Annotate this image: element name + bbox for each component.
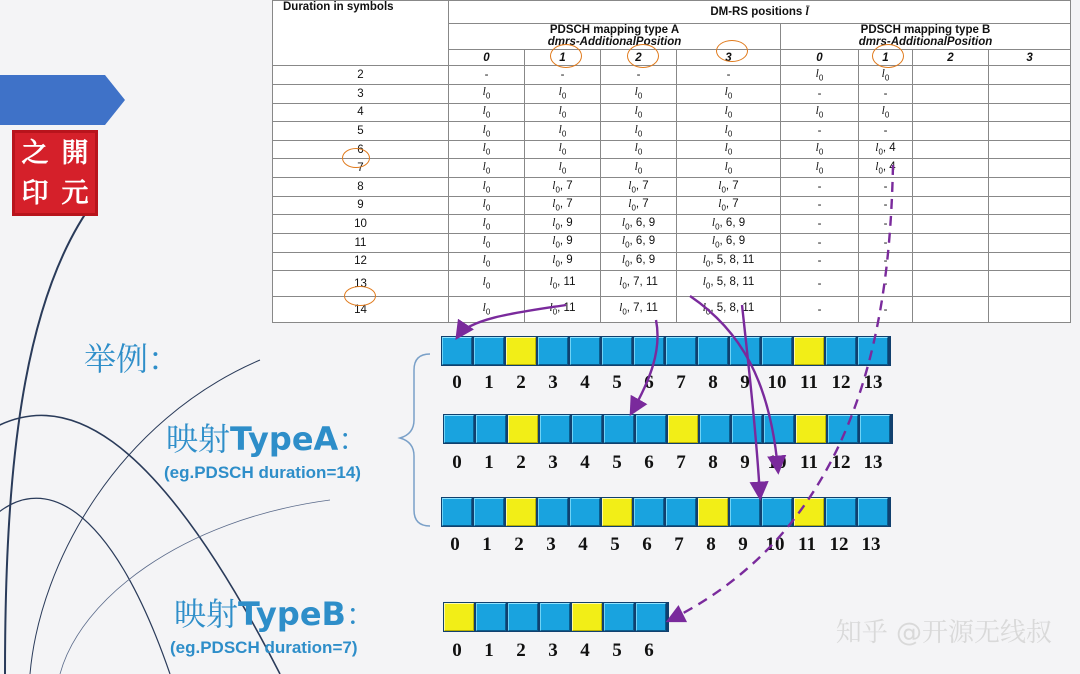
- duration-cell: 8: [273, 178, 449, 197]
- symbol-index-label: 12: [829, 534, 849, 555]
- table-row: [273, 66, 1071, 85]
- data-symbol-cell: [858, 337, 888, 365]
- type-b-cell: [913, 271, 989, 297]
- type-a-cell: $l_0$, 7: [525, 196, 601, 215]
- table-row: [273, 215, 1071, 234]
- type-b-cell: [989, 103, 1071, 122]
- type-b-cell: -: [781, 297, 859, 323]
- symbol-index-label: 1: [484, 452, 494, 473]
- dmrs-symbol-cell: [698, 498, 728, 526]
- table-row: [273, 159, 1071, 178]
- type-a-pos-col-0: 0: [449, 49, 525, 66]
- type-a-cell: $l_0$, 5, 8, 11: [677, 252, 781, 271]
- symbol-index-label: 2: [516, 452, 526, 473]
- symbol-index-label: 3: [548, 452, 558, 473]
- symbol-index-label: 9: [738, 534, 748, 555]
- symbol-index-label: 5: [610, 534, 620, 555]
- data-symbol-cell: [666, 498, 696, 526]
- duration-cell: 3: [273, 84, 449, 103]
- data-symbol-cell: [666, 337, 696, 365]
- symbol-grid-type-a-1: [441, 336, 891, 366]
- table-row: [273, 196, 1071, 215]
- type-a-pos-col-2: 2: [601, 49, 677, 66]
- symbol-index-label: 7: [676, 372, 686, 393]
- data-symbol-cell: [538, 337, 568, 365]
- symbol-index-label: 10: [767, 372, 787, 393]
- table-row: [273, 84, 1071, 103]
- symbol-index-label: 4: [580, 372, 590, 393]
- symbol-index-label: 8: [708, 452, 718, 473]
- type-b-cell: -: [859, 233, 913, 252]
- type-a-cell: $l_0$: [449, 252, 525, 271]
- symbol-index-row-3: [439, 534, 887, 556]
- symbol-index-label: 3: [546, 534, 556, 555]
- annotation-ring-a1: [550, 44, 582, 68]
- dmrs-symbol-cell: [506, 498, 536, 526]
- symbol-index-label: 1: [484, 640, 494, 661]
- type-a-cell: -: [677, 66, 781, 85]
- duration-cell: 13: [273, 271, 449, 297]
- type-a-cell: $l_0$: [449, 297, 525, 323]
- type-a-name: TypeA: [230, 420, 339, 458]
- data-symbol-cell: [442, 498, 472, 526]
- data-symbol-cell: [602, 337, 632, 365]
- duration-cell: 7: [273, 159, 449, 178]
- type-b-cell: [913, 233, 989, 252]
- data-symbol-cell: [828, 415, 858, 443]
- annotation-ring-b1: [872, 44, 904, 68]
- type-b-cell: [989, 271, 1071, 297]
- type-b-cell: -: [859, 178, 913, 197]
- table-row: [273, 252, 1071, 271]
- type-b-pos-col-0: 0: [781, 49, 859, 66]
- annotation-ring-dur7: [342, 148, 370, 168]
- type-b-name: TypeB: [238, 595, 346, 633]
- symbol-index-label: 2: [514, 534, 524, 555]
- type-b-cell: -: [859, 196, 913, 215]
- type-a-cell: $l_0$: [677, 159, 781, 178]
- type-b-cell: [989, 297, 1071, 323]
- symbol-index-label: 8: [706, 534, 716, 555]
- symbol-grid-type-a-2: [443, 414, 893, 444]
- type-b-cell: -: [859, 122, 913, 141]
- type-b-cell: -: [781, 122, 859, 141]
- type-a-cell: $l_0$, 5, 8, 11: [677, 271, 781, 297]
- type-a-cell: $l_0$: [525, 84, 601, 103]
- symbol-index-row-1: [441, 372, 889, 394]
- data-symbol-cell: [476, 415, 506, 443]
- type-a-cell: $l_0$, 9: [525, 215, 601, 234]
- data-symbol-cell: [474, 498, 504, 526]
- data-symbol-cell: [858, 498, 888, 526]
- type-b-pos-col-2: 2: [913, 49, 989, 66]
- type-b-cell: $l_0$: [781, 159, 859, 178]
- table-row: [273, 297, 1071, 323]
- dmrs-symbol-cell: [572, 603, 602, 631]
- type-a-pos-col-1: 1: [525, 49, 601, 66]
- type-a-cell: $l_0$: [677, 140, 781, 159]
- symbol-index-label: 2: [516, 640, 526, 661]
- type-b-cell: -: [859, 271, 913, 297]
- data-symbol-cell: [538, 498, 568, 526]
- type-b-cell: [913, 178, 989, 197]
- type-a-cell: $l_0$: [449, 215, 525, 234]
- type-a-cell: $l_0$: [601, 159, 677, 178]
- type-b-cell: [913, 297, 989, 323]
- dmrs-symbol-cell: [668, 415, 698, 443]
- duration-cell: 12: [273, 252, 449, 271]
- data-symbol-cell: [698, 337, 728, 365]
- type-a-cell: $l_0$, 6, 9: [601, 252, 677, 271]
- symbol-index-label: 0: [452, 452, 462, 473]
- symbol-index-row-2: [441, 452, 889, 474]
- seal-char-3: 印: [21, 177, 49, 209]
- data-symbol-cell: [604, 415, 634, 443]
- symbol-index-label: 3: [548, 372, 558, 393]
- type-a-cell: $l_0$: [601, 84, 677, 103]
- duration-cell: 6: [273, 140, 449, 159]
- data-symbol-cell: [764, 415, 794, 443]
- type-a-cell: $l_0$: [525, 159, 601, 178]
- type-b-cell: [913, 122, 989, 141]
- type-a-cell: $l_0$, 9: [525, 252, 601, 271]
- data-symbol-cell: [476, 603, 506, 631]
- symbol-index-label: 6: [644, 640, 654, 661]
- type-b-cell: -: [781, 252, 859, 271]
- symbol-index-label: 12: [831, 452, 851, 473]
- bracket-brace: [400, 354, 430, 526]
- type-b-cell: $l_0$: [781, 103, 859, 122]
- type-b-title: [174, 589, 376, 635]
- symbol-index-label: 12: [831, 372, 851, 393]
- type-a-cell: $l_0$: [601, 122, 677, 141]
- type-b-colon: ：: [345, 598, 376, 633]
- type-b-cell: [913, 159, 989, 178]
- annotation-ring-a2: [627, 44, 659, 68]
- type-b-cell: [989, 252, 1071, 271]
- symbol-index-label: 13: [863, 372, 883, 393]
- type-b-cell: $l_0$: [781, 66, 859, 85]
- table-row: [273, 103, 1071, 122]
- type-b-cell: -: [859, 84, 913, 103]
- type-a-cell: $l_0$, 7: [677, 178, 781, 197]
- dmrs-symbol-cell: [506, 337, 536, 365]
- type-b-cell: $l_0$: [859, 66, 913, 85]
- type-b-cell: [989, 122, 1071, 141]
- data-symbol-cell: [540, 415, 570, 443]
- duration-cell: 2: [273, 66, 449, 85]
- type-b-cell: [989, 159, 1071, 178]
- type-b-cell: $l_0$: [781, 140, 859, 159]
- type-a-cell: $l_0$: [449, 233, 525, 252]
- type-a-cell: $l_0$, 9: [525, 233, 601, 252]
- data-symbol-cell: [508, 603, 538, 631]
- data-symbol-cell: [730, 337, 760, 365]
- duration-cell: 9: [273, 196, 449, 215]
- data-symbol-cell: [860, 415, 890, 443]
- data-symbol-cell: [474, 337, 504, 365]
- type-a-cell: $l_0$, 7, 11: [601, 297, 677, 323]
- type-a-pos-col-3: 3: [677, 49, 781, 66]
- table-row: [273, 233, 1071, 252]
- type-a-header: PDSCH mapping type A dmrs-AdditionalPosition: [449, 23, 781, 49]
- data-symbol-cell: [636, 415, 666, 443]
- data-symbol-cell: [570, 337, 600, 365]
- data-symbol-cell: [604, 603, 634, 631]
- data-symbol-cell: [636, 603, 666, 631]
- type-b-pos-col-3: 3: [989, 49, 1071, 66]
- type-b-example: (eg.PDSCH duration=7): [170, 638, 358, 657]
- type-a-cell: $l_0$, 6, 9: [601, 233, 677, 252]
- data-symbol-cell: [634, 498, 664, 526]
- type-a-cell: $l_0$: [601, 103, 677, 122]
- type-a-cell: $l_0$, 7: [601, 178, 677, 197]
- symbol-index-label: 0: [450, 534, 460, 555]
- type-b-cell: -: [781, 271, 859, 297]
- symbol-index-label: 4: [578, 534, 588, 555]
- dmrs-header: DM-RS positions l̄: [449, 1, 1071, 24]
- symbol-grid-type-a-3: [441, 497, 891, 527]
- type-b-cell: [989, 84, 1071, 103]
- type-b-cell: [989, 196, 1071, 215]
- type-b-cell: [989, 66, 1071, 85]
- symbol-index-label: 6: [644, 372, 654, 393]
- dmrs-symbol-cell: [602, 498, 632, 526]
- type-a-cell: $l_0$, 7: [601, 196, 677, 215]
- symbol-grid-type-b: [443, 602, 669, 632]
- type-b-cell: -: [781, 196, 859, 215]
- type-a-cell: $l_0$, 6, 9: [677, 215, 781, 234]
- type-a-cell: $l_0$: [677, 122, 781, 141]
- data-symbol-cell: [540, 603, 570, 631]
- duration-header: Duration in symbols: [273, 1, 449, 66]
- symbol-index-label: 5: [612, 372, 622, 393]
- symbol-index-label: 11: [800, 372, 818, 393]
- symbol-index-label: 0: [452, 640, 462, 661]
- type-a-cell: $l_0$: [525, 122, 601, 141]
- duration-cell: 10: [273, 215, 449, 234]
- data-symbol-cell: [700, 415, 730, 443]
- type-a-title: [166, 414, 368, 460]
- type-a-cell: $l_0$, 6, 9: [601, 215, 677, 234]
- type-b-cell: -: [859, 297, 913, 323]
- symbol-index-label: 10: [765, 534, 785, 555]
- type-a-cell: $l_0$: [449, 84, 525, 103]
- title-arrow-banner: [0, 75, 125, 125]
- type-a-cell: $l_0$, 6, 9: [677, 233, 781, 252]
- symbol-index-label: 11: [798, 534, 816, 555]
- symbol-index-label: 11: [800, 452, 818, 473]
- type-a-cell: $l_0$: [449, 103, 525, 122]
- type-b-cell: $l_0$, 4: [859, 159, 913, 178]
- type-b-cell: [913, 66, 989, 85]
- annotation-ring-a3: [716, 40, 748, 62]
- symbol-index-label: 4: [580, 452, 590, 473]
- type-a-cell: $l_0$: [677, 84, 781, 103]
- type-b-cell: -: [781, 233, 859, 252]
- table-row: [273, 178, 1071, 197]
- type-b-cell: -: [859, 252, 913, 271]
- type-a-cell: $l_0$: [601, 140, 677, 159]
- dmrs-symbol-cell: [794, 498, 824, 526]
- type-a-cn: 映射: [166, 420, 231, 458]
- data-symbol-cell: [762, 498, 792, 526]
- symbol-index-label: 7: [674, 534, 684, 555]
- symbol-index-label: 10: [767, 452, 787, 473]
- type-a-cell: $l_0$, 7, 11: [601, 271, 677, 297]
- dmrs-positions-table: [272, 0, 1070, 323]
- watermark: 知乎 @开源无线叔: [835, 618, 1052, 648]
- dmrs-symbol-cell: [794, 337, 824, 365]
- duration-cell: 14: [273, 297, 449, 323]
- type-b-cell: [913, 252, 989, 271]
- symbol-index-label: 1: [482, 534, 492, 555]
- duration-cell: 11: [273, 233, 449, 252]
- type-b-cell: [913, 84, 989, 103]
- type-a-example: (eg.PDSCH duration=14): [164, 463, 361, 482]
- type-a-cell: $l_0$: [449, 178, 525, 197]
- example-label: 举例：: [84, 340, 181, 378]
- type-b-cell: -: [781, 178, 859, 197]
- data-symbol-cell: [732, 415, 762, 443]
- type-b-cell: [913, 196, 989, 215]
- type-b-cell: [989, 178, 1071, 197]
- type-b-cell: $l_0$, 4: [859, 140, 913, 159]
- data-symbol-cell: [826, 337, 856, 365]
- dmrs-symbol-cell: [444, 603, 474, 631]
- type-b-cell: -: [781, 84, 859, 103]
- symbol-index-label: 0: [452, 372, 462, 393]
- type-a-cell: -: [525, 66, 601, 85]
- type-b-cell: [989, 233, 1071, 252]
- data-symbol-cell: [572, 415, 602, 443]
- type-b-cell: [913, 215, 989, 234]
- type-a-cell: -: [601, 66, 677, 85]
- seal-char-1: 之: [21, 137, 49, 169]
- type-a-cell: $l_0$, 7: [525, 178, 601, 197]
- data-symbol-cell: [570, 498, 600, 526]
- duration-cell: 4: [273, 103, 449, 122]
- type-a-cell: $l_0$: [449, 140, 525, 159]
- data-symbol-cell: [762, 337, 792, 365]
- type-a-colon: ：: [338, 423, 369, 458]
- type-b-cell: [989, 140, 1071, 159]
- duration-cell: 5: [273, 122, 449, 141]
- decor-curve-1: [5, 200, 95, 674]
- type-b-cell: [989, 215, 1071, 234]
- type-a-cell: $l_0$: [677, 103, 781, 122]
- symbol-index-label: 5: [612, 452, 622, 473]
- symbol-index-label: 8: [708, 372, 718, 393]
- symbol-index-row-4: [441, 640, 665, 662]
- seal-char-2: 開: [61, 137, 89, 169]
- table-row: [273, 122, 1071, 141]
- data-symbol-cell: [444, 415, 474, 443]
- type-a-cell: $l_0$: [525, 103, 601, 122]
- symbol-index-label: 3: [548, 640, 558, 661]
- symbol-index-label: 13: [863, 452, 883, 473]
- seal-char-4: 元: [61, 177, 89, 209]
- data-symbol-cell: [442, 337, 472, 365]
- symbol-index-label: 9: [740, 452, 750, 473]
- type-b-cell: -: [781, 215, 859, 234]
- table-row: [273, 271, 1071, 297]
- type-a-cell: $l_0$, 5, 8, 11: [677, 297, 781, 323]
- data-symbol-cell: [826, 498, 856, 526]
- table-row: [273, 140, 1071, 159]
- symbol-index-label: 2: [516, 372, 526, 393]
- dmrs-symbol-cell: [508, 415, 538, 443]
- type-b-cell: [913, 103, 989, 122]
- dmrs-symbol-cell: [796, 415, 826, 443]
- type-b-cn: 映射: [174, 595, 239, 633]
- type-a-cell: $l_0$: [525, 140, 601, 159]
- symbol-index-label: 13: [861, 534, 881, 555]
- symbol-index-label: 6: [644, 452, 654, 473]
- symbol-index-label: 9: [740, 372, 750, 393]
- type-a-cell: $l_0$, 11: [525, 271, 601, 297]
- type-b-header: PDSCH mapping type B dmrs-AdditionalPosition: [781, 23, 1071, 49]
- data-symbol-cell: [634, 337, 664, 365]
- type-a-cell: $l_0$, 7: [677, 196, 781, 215]
- decor-curve-3: [0, 498, 170, 674]
- type-a-cell: $l_0$: [449, 122, 525, 141]
- data-symbol-cell: [730, 498, 760, 526]
- type-b-cell: [913, 140, 989, 159]
- type-a-cell: $l_0$: [449, 159, 525, 178]
- symbol-index-label: 5: [612, 640, 622, 661]
- seal-logo: [12, 130, 98, 216]
- type-b-cell: $l_0$: [859, 103, 913, 122]
- type-b-pos-col-1: 1: [859, 49, 913, 66]
- symbol-index-label: 4: [580, 640, 590, 661]
- type-a-cell: $l_0$: [449, 271, 525, 297]
- type-a-cell: $l_0$: [449, 196, 525, 215]
- symbol-index-label: 1: [484, 372, 494, 393]
- type-a-cell: -: [449, 66, 525, 85]
- type-b-cell: -: [859, 215, 913, 234]
- annotation-ring-dur14: [344, 286, 376, 306]
- type-a-cell: $l_0$, 11: [525, 297, 601, 323]
- symbol-index-label: 7: [676, 452, 686, 473]
- symbol-index-label: 6: [642, 534, 652, 555]
